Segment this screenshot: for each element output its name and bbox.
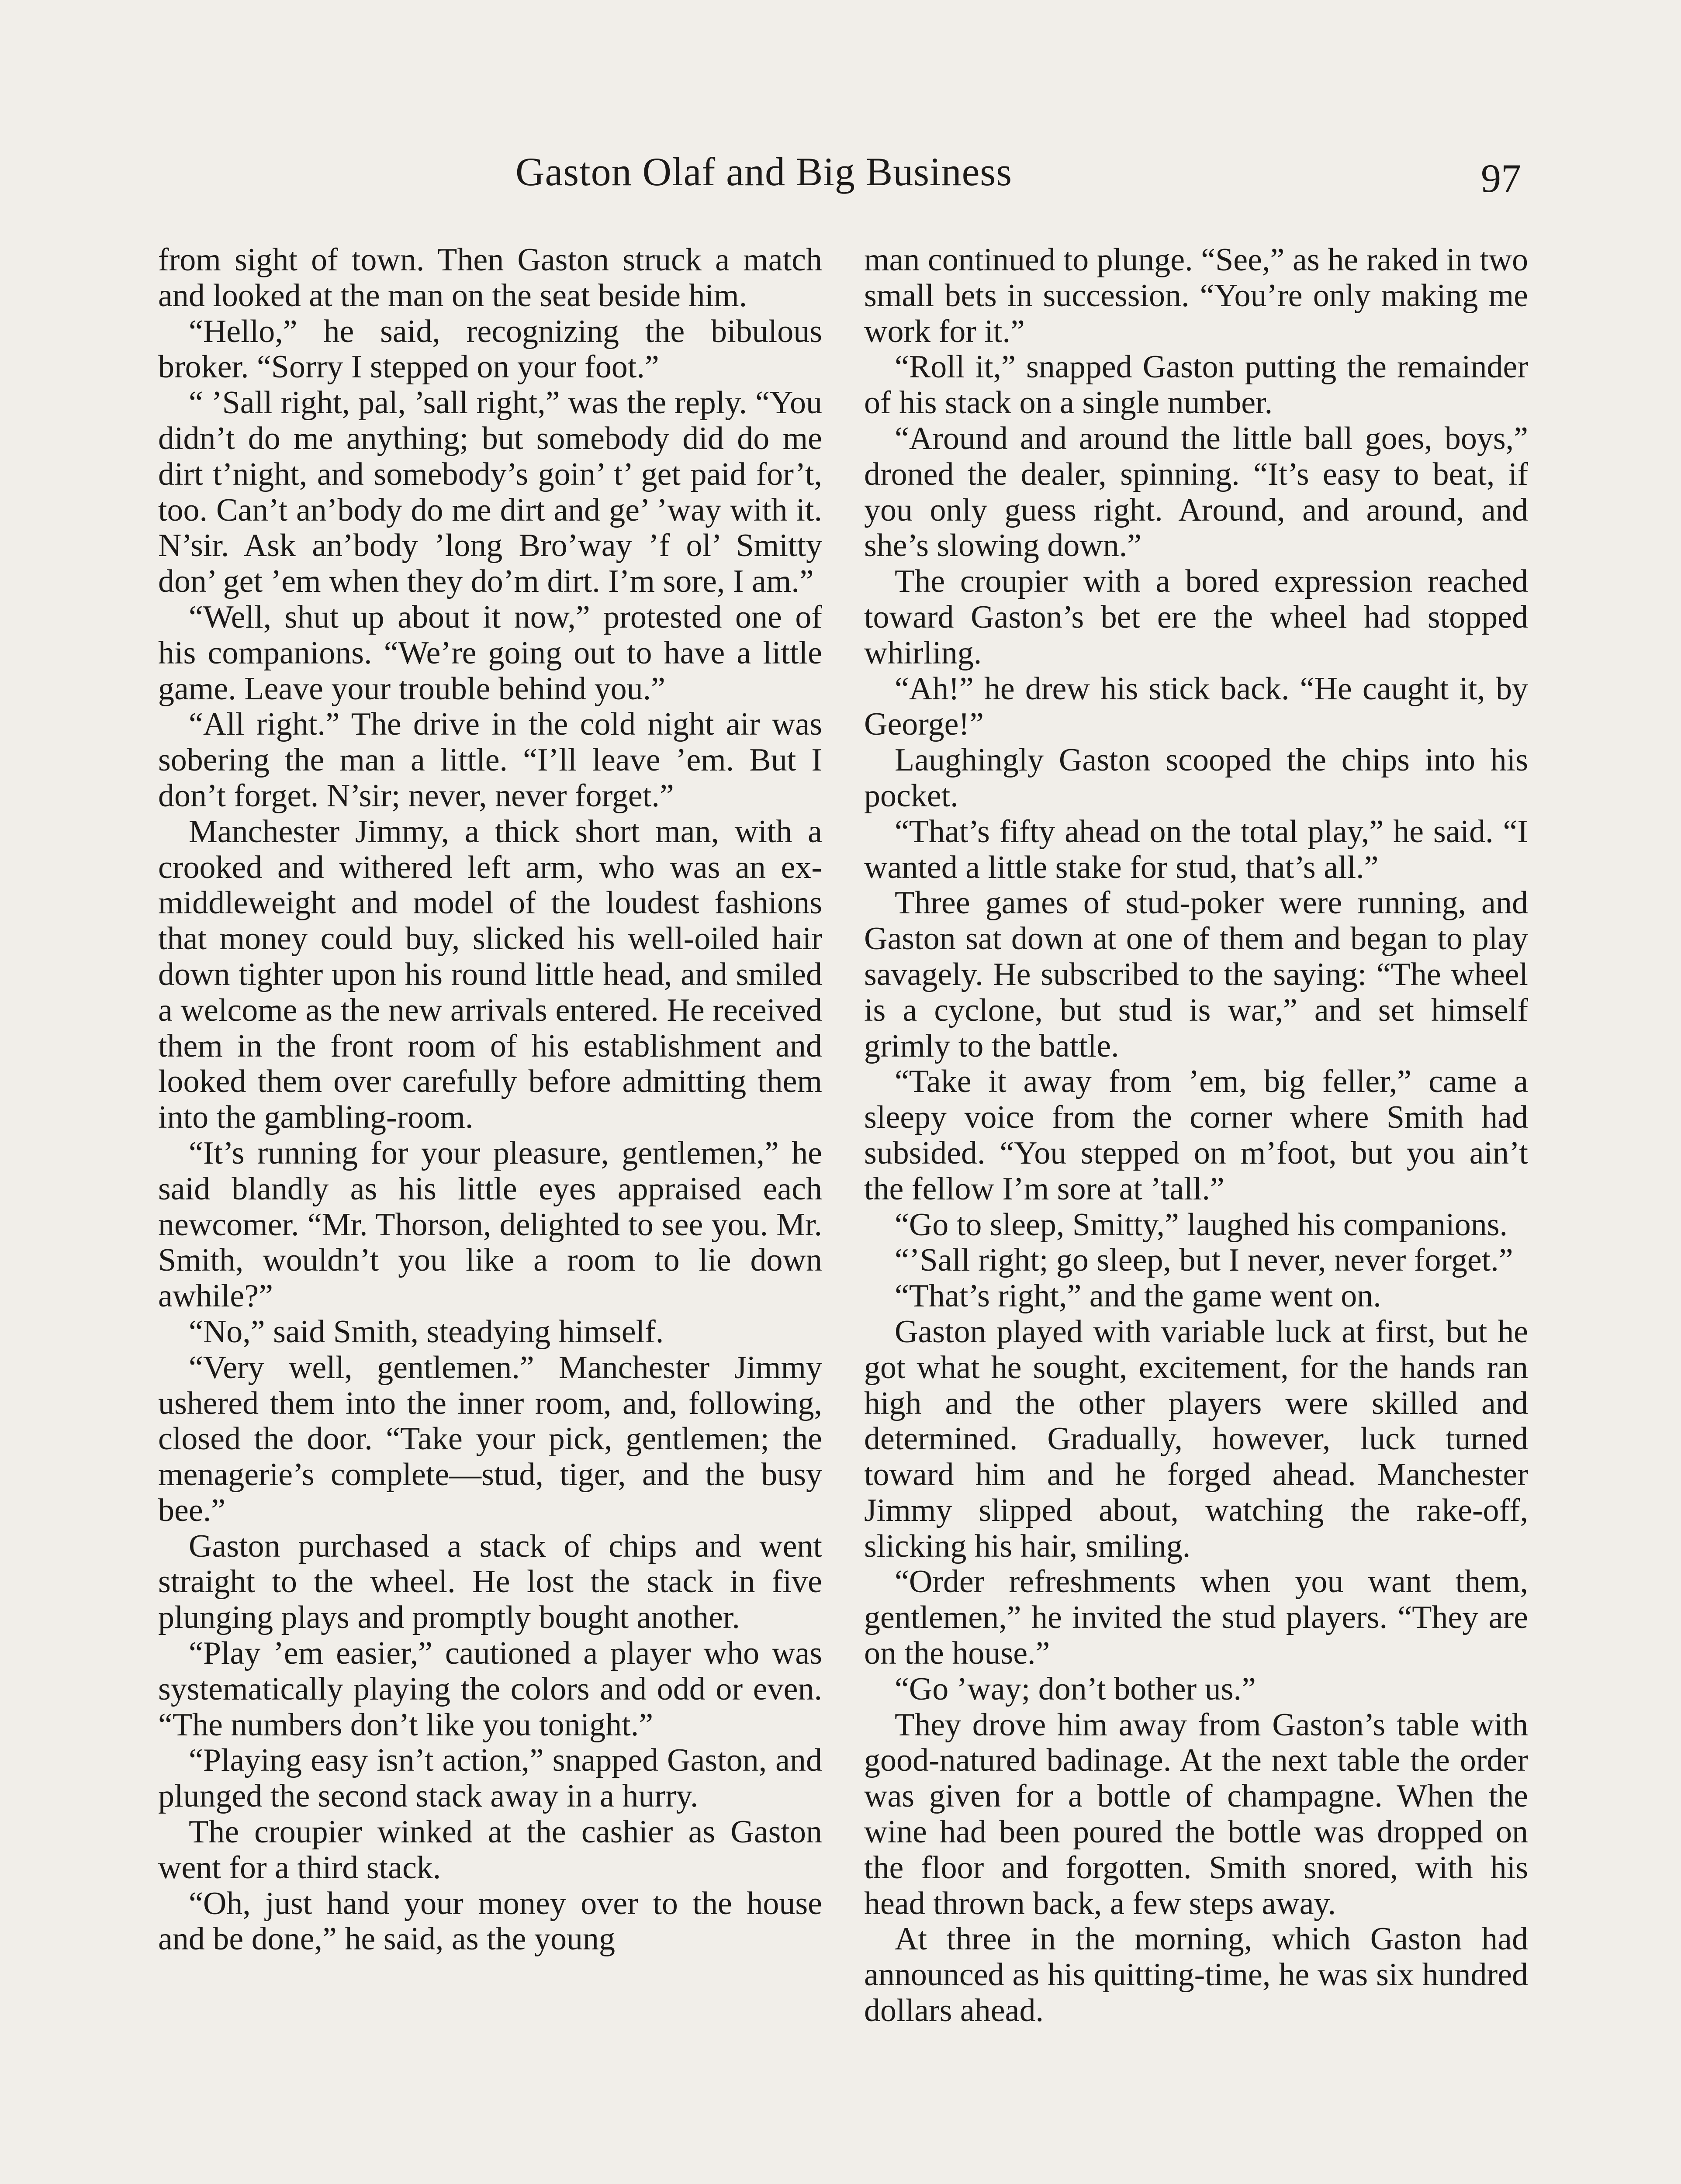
- paragraph: “Very well, gentlemen.” Manchester Jimmy ushered them into the inner room, and, following, closed the door. “Take your pick, gentlemen; the menagerie’s complete—stud, tiger, and the busy bee.”: [158, 1349, 822, 1528]
- paragraph: “It’s running for your pleasure, gentlemen,” he said blandly as his little eyes appraised each newcomer. “Mr. Thorson, delighted to see you. Mr. Smith, wouldn’t you like a room to lie down awhile?”: [158, 1135, 822, 1314]
- paragraph: The croupier winked at the cashier as Gaston went for a third stack.: [158, 1814, 822, 1886]
- paragraph: “That’s fifty ahead on the total play,” he said. “I wanted a little stake for stud, that’s all.”: [864, 813, 1528, 885]
- paragraph: man continued to plunge. “See,” as he raked in two small bets in succession. “You’re only making me work for it.”: [864, 242, 1528, 349]
- paragraph: Gaston played with variable luck at first, but he got what he sought, excitement, for the hands ran high and the other players were skilled and determined. Gradually, however, luck turned toward him and he forged ahead. Manchester Jimmy slipped about, watching the rake-off, slicking his hair, smiling.: [864, 1313, 1528, 1564]
- paragraph: Three games of stud-poker were running, and Gaston sat down at one of them and began to play savagely. He subscribed to the saying: “The wheel is a cyclone, but stud is war,” and set himself grimly to the battle.: [864, 885, 1528, 1064]
- paragraph: Laughingly Gaston scooped the chips into his pocket.: [864, 742, 1528, 814]
- running-head-title: Gaston Olaf and Big Business: [515, 149, 1013, 194]
- paragraph: At three in the morning, which Gaston had announced as his quitting-time, he was six hundred dollars ahead.: [864, 1921, 1528, 2029]
- paragraph: “Go to sleep, Smitty,” laughed his companions.: [895, 1206, 1508, 1243]
- paragraph: The croupier with a bored expression reached toward Gaston’s bet ere the wheel had stopped whirling.: [864, 563, 1528, 671]
- paragraph: “Roll it,” snapped Gaston putting the remainder of his stack on a single number.: [864, 349, 1528, 421]
- paragraph: “Playing easy isn’t action,” snapped Gaston, and plunged the second stack away in a hurry.: [158, 1742, 822, 1814]
- paragraph: “Well, shut up about it now,” protested one of his companions. “We’re going out to have a little game. Leave your trouble behind you.”: [158, 599, 822, 707]
- paragraph: “Around and around the little ball goes, boys,” droned the dealer, spinning. “It’s easy to beat, if you only guess right. Around, and around, and she’s slowing down.”: [864, 420, 1528, 564]
- right-column: [864, 242, 1528, 2029]
- left-column: [158, 242, 822, 1957]
- paragraph: from sight of town. Then Gaston struck a match and looked at the man on the seat beside him.: [158, 242, 822, 314]
- paragraph: “Order refreshments when you want them, gentlemen,” he invited the stud players. “They are on the house.”: [864, 1564, 1528, 1672]
- paragraph: “Oh, just hand your money over to the house and be done,” he said, as the young: [158, 1885, 822, 1957]
- paragraph: “No,” said Smith, steadying himself.: [189, 1313, 664, 1350]
- paragraph: “That’s right,” and the game went on.: [895, 1278, 1381, 1314]
- paragraph: “ ’Sall right, pal, ’sall right,” was the reply. “You didn’t do me anything; but somebody did do me dirt t’night, and somebody’s goin’ t’ get paid for’t, too. Can’t an’body do me dirt and ge’ ’way with it. N’sir. Ask an’body ’long Bro’way ’f ol’ Smitty don’ get ’em when they do’m dirt. I’m sore, I am.”: [158, 385, 822, 600]
- paragraph: Manchester Jimmy, a thick short man, with a crooked and withered left arm, who was an ex-middleweight and model of the loudest fashions that money could buy, slicked his well-oiled hair down tighter upon his round little head, and smiled a welcome as the new arrivals entered. He received them in the front room of his establishment and looked them over carefully before admitting them into the gambling-room.: [158, 813, 822, 1136]
- paragraph: “Play ’em easier,” cautioned a player who was systematically playing the colors and odd or even. “The numbers don’t like you tonight.”: [158, 1635, 822, 1743]
- paragraph: “Go ’way; don’t bother us.”: [895, 1671, 1256, 1707]
- paragraph: “All right.” The drive in the cold night air was sobering the man a little. “I’ll leave ’em. But I don’t forget. N’sir; never, never forget.”: [158, 706, 822, 814]
- paragraph: “Take it away from ’em, big feller,” came a sleepy voice from the corner where Smith had subsided. “You stepped on m’foot, but you ain’t the fellow I’m sore at ’tall.”: [864, 1064, 1528, 1207]
- paragraph: “Ah!” he drew his stick back. “He caught it, by George!”: [864, 670, 1528, 743]
- paragraph: Gaston purchased a stack of chips and went straight to the wheel. He lost the stack in five plunging plays and promptly bought another.: [158, 1528, 822, 1636]
- paragraph: They drove him away from Gaston’s table with good-natured badinage. At the next table the order was given for a bottle of champagne. When the wine had been poured the bottle was dropped on the floor and forgotten. Smith snored, with his head thrown back, a few steps away.: [864, 1707, 1528, 1921]
- page-number: 97: [1481, 156, 1521, 200]
- paragraph: “’Sall right; go sleep, but I never, never forget.”: [895, 1242, 1513, 1279]
- paragraph: “Hello,” he said, recognizing the bibulous broker. “Sorry I stepped on your foot.”: [158, 313, 822, 385]
